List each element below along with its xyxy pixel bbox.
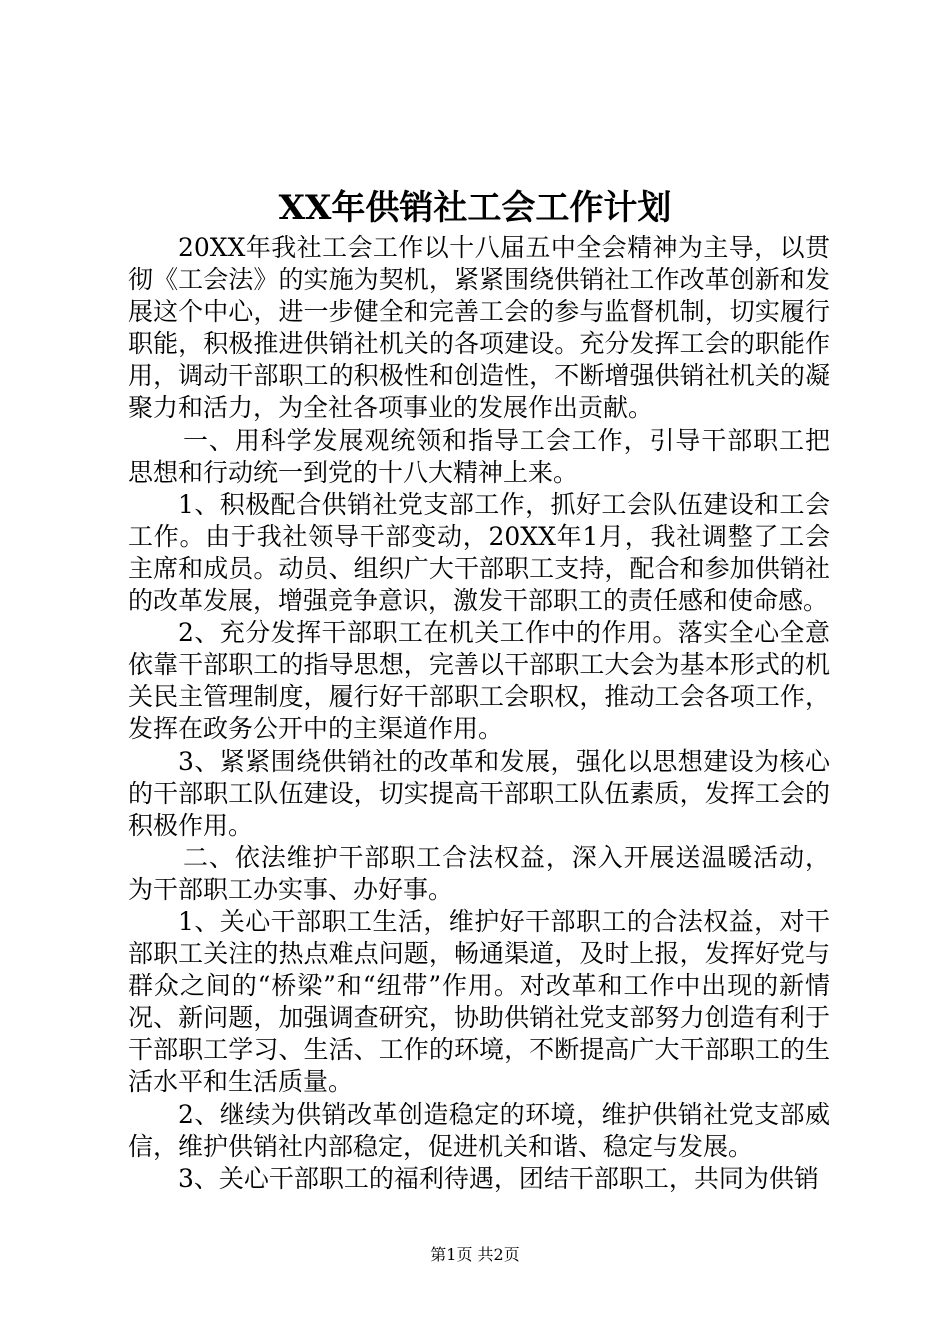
paragraph-section-2-item-2: 2、继续为供销改革创造稳定的环境，维护供销社党支部威信，维护供销社内部稳定，促进机关和谐、稳定与发展。 (128, 1099, 830, 1161)
paragraph-intro: 20XX年我社工会工作以十八届五中全会精神为主导，以贯彻《工会法》的实施为契机，紧紧围绕供销社工作改革创新和发展这个中心，进一步健全和完善工会的参与监督机制，切实履行职能，积极推进供销社机关的各项建设。充分发挥工会的职能作用，调动干部职工的积极性和创造性，不断增强供销社机关的凝聚力和活力，为全社各项事业的发展作出贡献。 (128, 233, 830, 423)
paragraph-section-1-item-1: 1、积极配合供销社党支部工作，抓好工会队伍建设和工会工作。由于我社领导干部变动，20XX年1月，我社调整了工会主席和成员。动员、组织广大干部职工支持，配合和参加供销社的改革发展，增强竞争意识，激发干部职工的责任感和使命感。 (128, 489, 830, 616)
page-footer: 第1页 共2页 (430, 1245, 520, 1264)
paragraph-section-1-item-2: 2、充分发挥干部职工在机关工作中的作用。落实全心全意依靠干部职工的指导思想，完善以干部职工大会为基本形式的机关民主管理制度，履行好干部职工会职权，推动工会各项工作，发挥在政务公开中的主渠道作用。 (128, 618, 830, 744)
paragraph-section-2-item-1: 1、关心干部职工生活，维护好干部职工的合法权益，对干部职工关注的热点难点问题，畅通渠道，及时上报，发挥好党与群众之间的“桥梁”和“纽带”作用。对改革和工作中出现的新情况、新问题，加强调查研究，协助供销社党支部努力创造有利于干部职工学习、生活、工作的环境，不断提高广大干部职工的生活水平和生活质量。 (128, 906, 830, 1097)
paragraph-section-2-item-3: 3、关心干部职工的福利待遇，团结干部职工，共同为供销 (178, 1163, 819, 1193)
paragraph-section-1-heading: 一、用科学发展观统领和指导工会工作，引导干部职工把思想和行动统一到党的十八大精神上来。 (128, 425, 830, 487)
paragraph-section-2-heading: 二、依法维护干部职工合法权益，深入开展送温暖活动，为干部职工办实事、办好事。 (128, 842, 830, 904)
paragraph-section-1-item-3: 3、紧紧围绕供销社的改革和发展，强化以思想建设为核心的干部职工队伍建设，切实提高干部职工队伍素质，发挥工会的积极作用。 (128, 746, 830, 840)
document-body (128, 232, 830, 1195)
document-title: XX年供销社工会工作计划 (278, 188, 672, 228)
